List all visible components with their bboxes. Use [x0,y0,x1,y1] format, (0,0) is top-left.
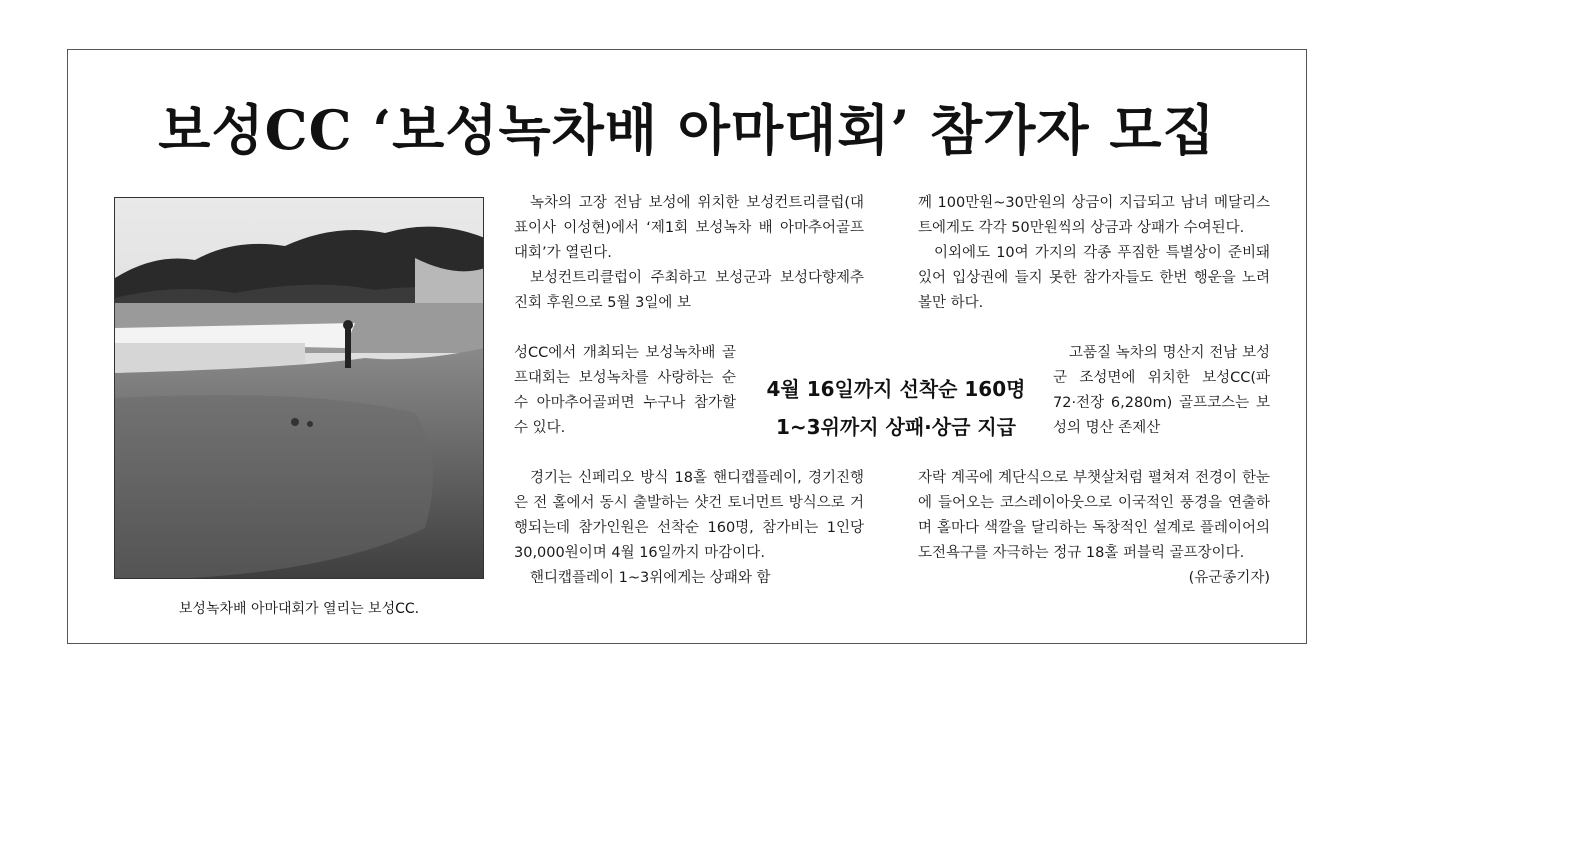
paragraph: 께 100만원~30만원의 상금이 지급되고 남녀 메달리스트에게도 각각 50만원씩의 상금과 상패가 수여된다. [918,195,1270,236]
body-column-2-middle [1053,341,1270,441]
paragraph-text: 자락 계곡에 계단식으로 부챗살처럼 펼쳐져 전경이 한눈에 들어오는 코스레이아웃으로 이국적인 풍경을 연출하며 홀마다 색깔을 달리하는 독창적인 설계로 플레이어의 도전욕구를 자극하는 정규 18홀 퍼블릭 골프장이다. [918,470,1270,561]
body-column-1-top [514,191,864,316]
subhead-line: 1~3위까지 상패·상금 지급 [776,415,1016,439]
paragraph: 녹차의 고장 전남 보성에 위치한 보성컨트리클럽(대표이사 이성현)에서 ‘제1회 보성녹차 배 아마추어골프대회’가 열린다. [514,195,864,261]
paragraph: 성CC에서 개최되는 보성녹차배 골프대회는 보성녹차를 사랑하는 순수 아마추어골퍼면 누구나 참가할 수 있다. [514,345,736,436]
paragraph: 이외에도 10여 가지의 각종 푸짐한 특별상이 준비돼 있어 입상권에 들지 못한 참가자들도 한번 행운을 노려볼만 하다. [918,245,1270,311]
article-frame [67,49,1307,644]
photo-caption: 보성녹차배 아마대회가 열리는 보성CC. [178,601,420,617]
article-subheadline [758,370,1034,446]
paragraph: 고품질 녹차의 명산지 전남 보성군 조성면에 위치한 보성CC(파 72·전장 6,280m) 골프코스는 보성의 명산 존제산 [1053,345,1270,436]
paragraph [918,466,1270,586]
subhead-line: 4월 16일까지 선착순 160명 [766,377,1026,401]
golf-course-photo [114,197,484,579]
paragraph: 핸디캡플레이 1~3위에게는 상패와 함 [529,570,771,586]
paragraph: 경기는 신페리오 방식 18홀 핸디캡플레이, 경기진행은 전 홀에서 동시 출발하는 샷건 토너먼트 방식으로 거행되는데 참가인원은 선착순 160명, 참가비는 1인당 30,000원이며 4월 16일까지 마감이다. [514,470,864,561]
article-headline: 보성CC ‘보성녹차배 아마대회’ 참가자 모집 [158,98,1216,162]
body-column-1-bottom [514,466,864,591]
body-column-2-top [918,191,1270,316]
body-column-1-middle [514,341,736,441]
paragraph: 보성컨트리클럽이 주최하고 보성군과 보성다향제추진회 후원으로 5월 3일에 보 [514,270,864,311]
reporter-byline: (유군종기자) [1188,570,1270,586]
body-column-2-bottom [918,466,1270,591]
